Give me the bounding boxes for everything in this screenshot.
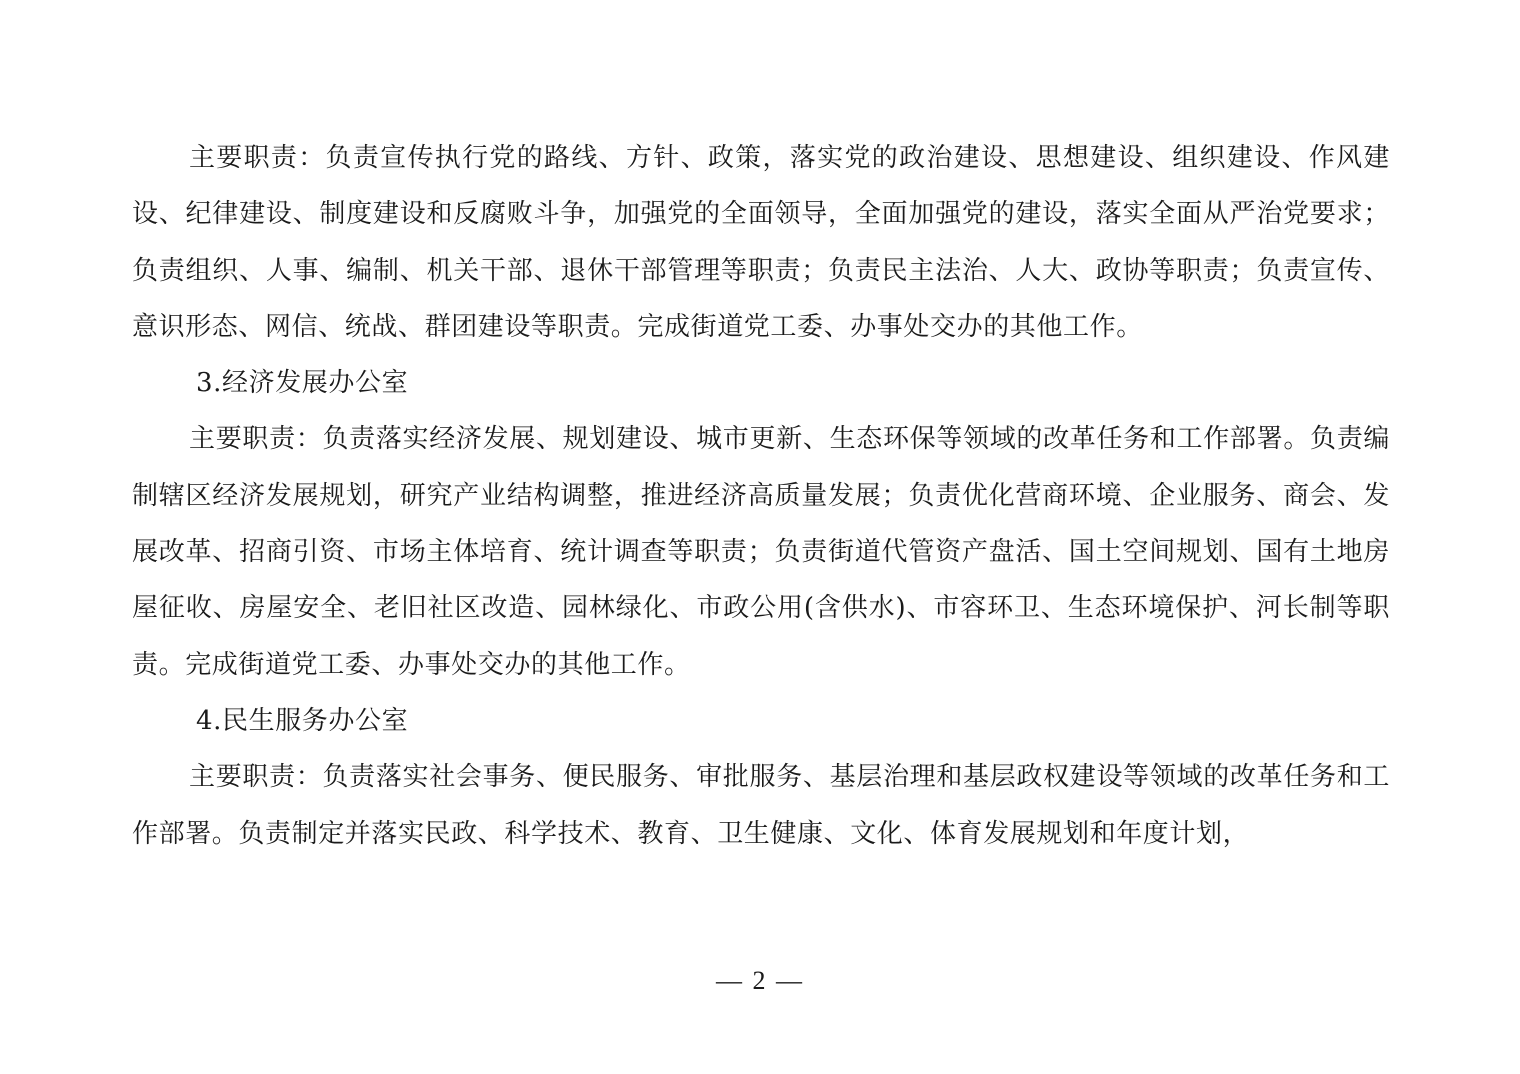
page-number: — 2 — [716,966,804,995]
economic-office-heading: 3.经济发展办公室 [196,368,409,399]
document-body [132,130,1390,862]
livelihood-office-duties-paragraph: 主要职责：负责落实社会事务、便民服务、审批服务、基层治理和基层政权建设等领域的改革任务和工作部署。负责制定并落实民政、科学技术、教育、卫生健康、文化、体育发展规划和年度计划， [132,762,1390,849]
party-office-duties-paragraph: 主要职责：负责宣传执行党的路线、方针、政策，落实党的政治建设、思想建设、组织建设、作风建设、纪律建设、制度建设和反腐败斗争，加强党的全面领导，全面加强党的建设，落实全面从严治党要求；负责组织、人事、编制、机关干部、退休干部管理等职责；负责民主法治、人大、政协等职责；负责宣传、意识形态、网信、统战、群团建设等职责。完成街道党工委、办事处交办的其他工作。 [132,143,1390,342]
livelihood-office-heading: 4.民生服务办公室 [196,705,409,736]
economic-office-duties-paragraph: 主要职责：负责落实经济发展、规划建设、城市更新、生态环保等领域的改革任务和工作部署。负责编制辖区经济发展规划，研究产业结构调整，推进经济高质量发展；负责优化营商环境、企业服务、商会、发展改革、招商引资、市场主体培育、统计调查等职责；负责街道代管资产盘活、国土空间规划、国有土地房屋征收、房屋安全、老旧社区改造、园林绿化、市政公用(含供水)、市容环卫、生态环境保护、河长制等职责。完成街道党工委、办事处交办的其他工作。 [132,424,1390,680]
